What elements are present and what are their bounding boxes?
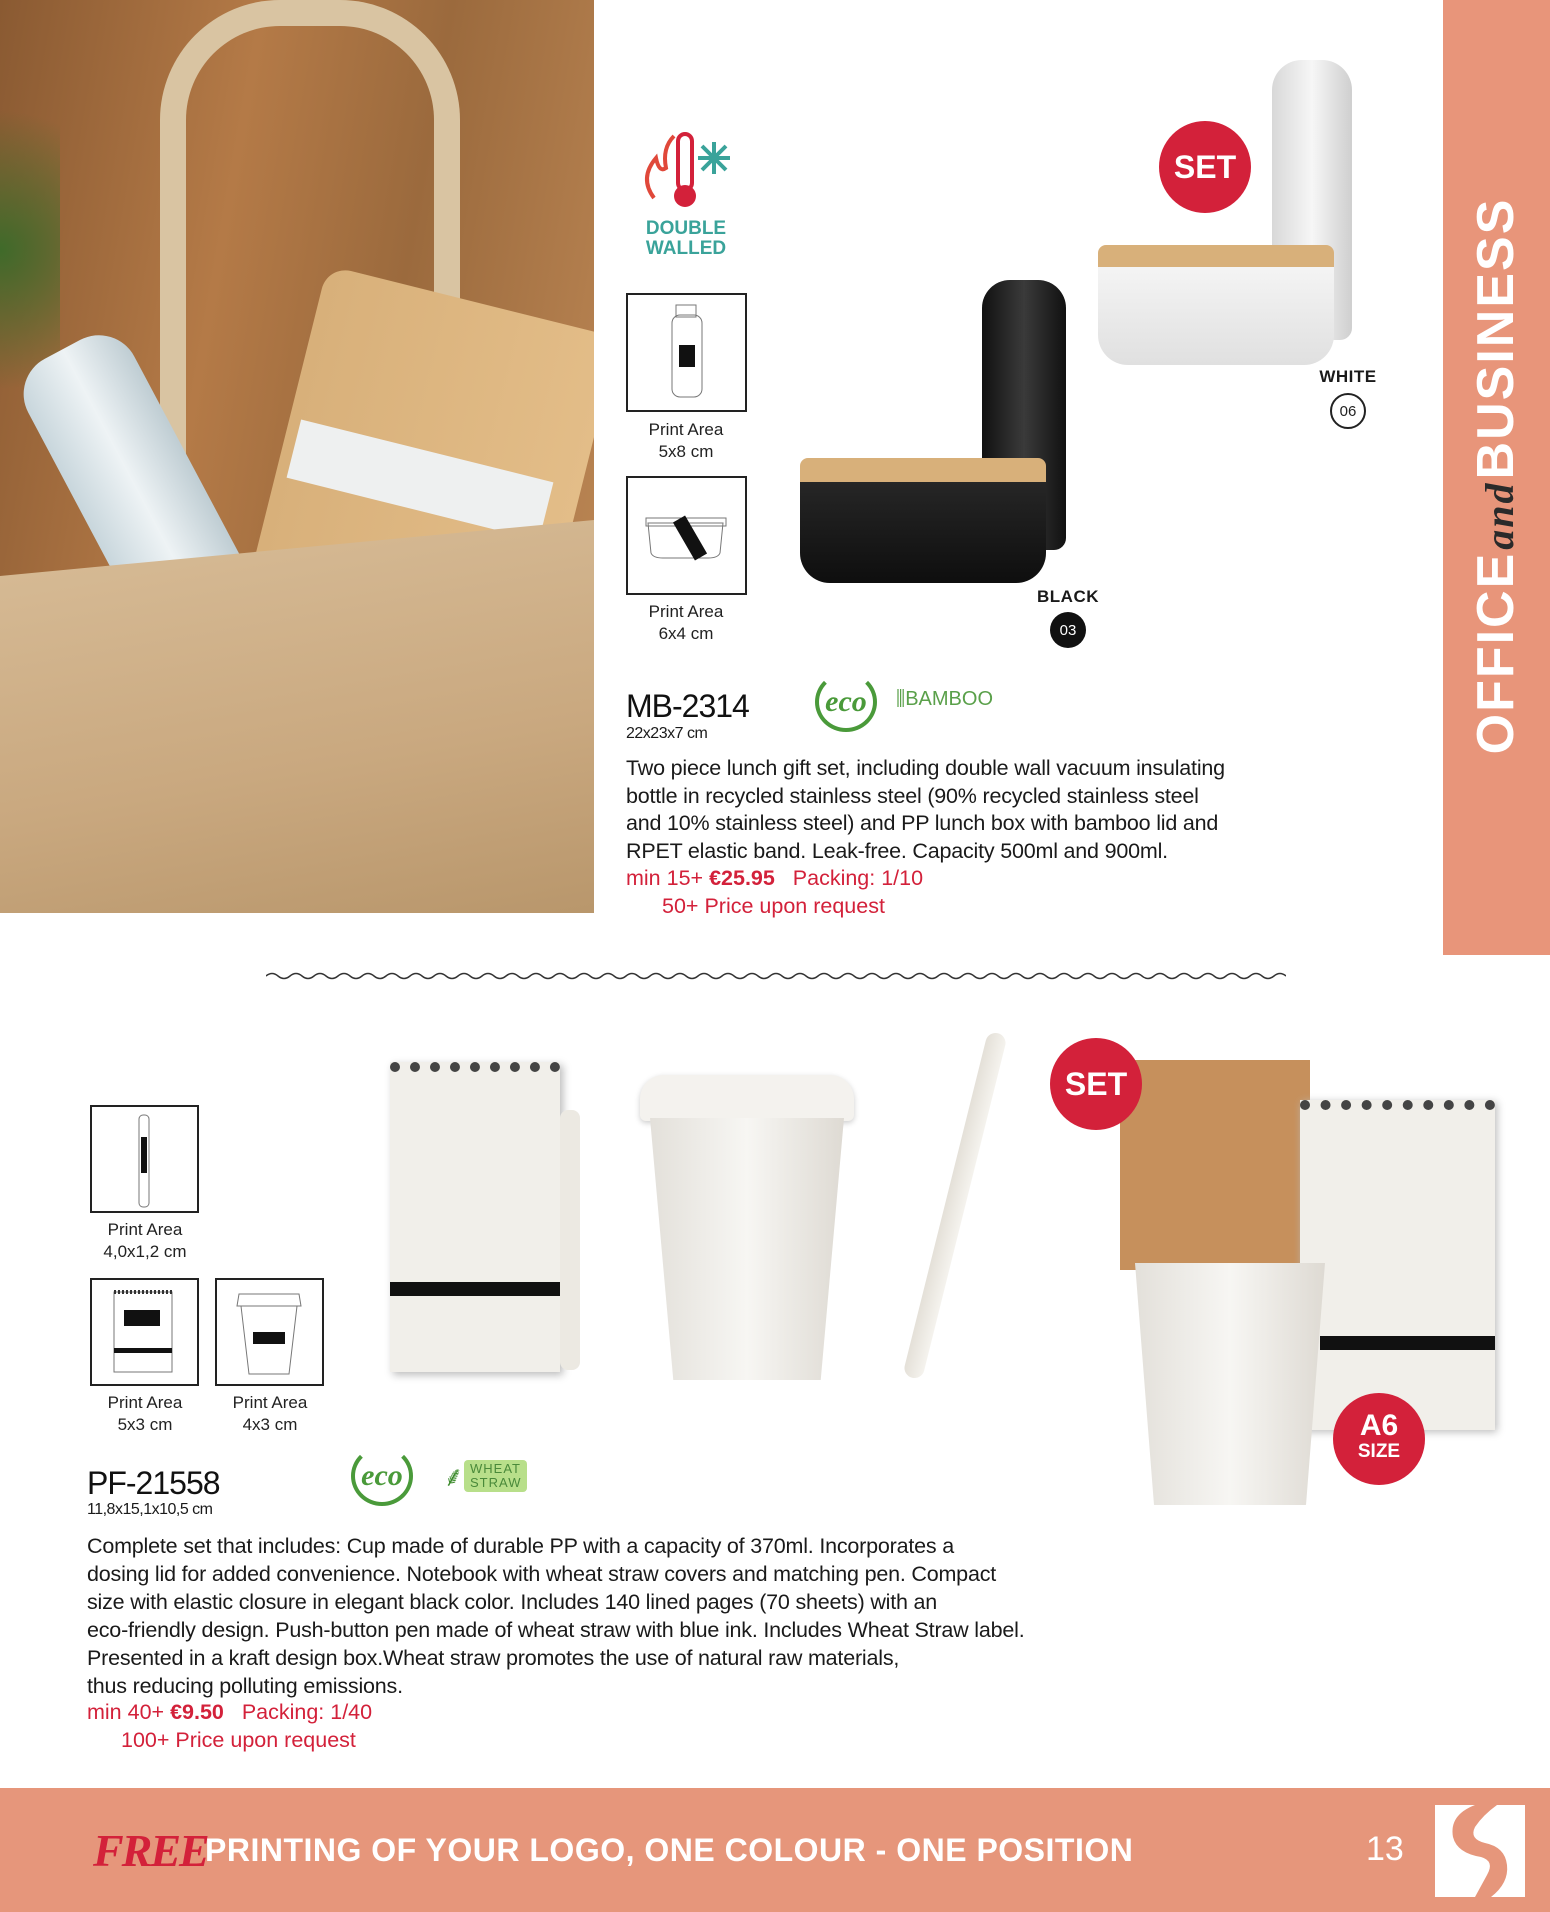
wavy-divider [266,968,1286,984]
set-notebook-image [1300,1100,1495,1430]
price-request: 100+ Price upon request [121,1728,356,1752]
kraft-box-image [1120,1060,1310,1270]
print-area-size: 4,0x1,2 cm [103,1242,187,1261]
set-cup-image [1135,1230,1325,1505]
description-line: RPET elastic band. Leak-free. Capacity 500ml and 900ml. [626,838,1168,863]
notebook-outline-icon [92,1280,197,1384]
print-area-title: Print Area [107,1393,183,1412]
price: €9.50 [170,1700,224,1724]
description-line: thus reducing polluting emissions. [87,1674,403,1698]
color-name-black: BLACK [1037,587,1099,606]
packing: Packing: 1/40 [241,1700,373,1724]
tote-bag [0,520,594,913]
pen-image [902,1031,1007,1380]
pen-outline-icon [92,1107,197,1211]
notebook-pen-image [560,1110,580,1370]
print-area-label [75,1219,215,1263]
category-sidebar [1443,0,1550,955]
print-area-title: Print Area [232,1393,308,1412]
print-area-title: Print Area [107,1220,183,1239]
print-area-size: 5x3 cm [117,1415,173,1434]
product-code: MB-2314 [626,688,749,724]
bamboo-logo [896,688,993,711]
double-walled-label: DOUBLE WALLED [645,218,727,259]
size-badge-value: A6 [1359,1409,1399,1442]
print-area-label [200,1392,340,1436]
cup-lid-image [640,1075,854,1121]
brand-logo-icon [1435,1805,1525,1897]
packing: Packing: 1/10 [792,866,924,890]
product-description [87,1532,1137,1700]
double-walled-badge [634,128,738,258]
wheat-label: WHEAT [470,1461,521,1476]
eco-logo: eco [351,1446,413,1506]
print-area-cup-box [215,1278,324,1386]
thermometer-snowflake-icon [634,128,738,214]
eco-logo: eco [815,672,877,732]
print-area-title: Print Area [648,602,724,621]
color-name-white: WHITE [1319,367,1377,386]
print-area-label [75,1392,215,1436]
wheat-straw-logo [443,1455,535,1497]
cup-outline-icon [217,1280,322,1384]
print-area-lunchbox-box [626,476,747,595]
page-number: 13 [1366,1830,1404,1868]
lifestyle-photo [0,0,594,913]
product-description [626,755,1346,865]
footer-promo-text: PRINTING OF YOUR LOGO, ONE COLOUR - ONE POSITION [205,1832,1134,1868]
print-area-size: 5x8 cm [658,442,714,461]
product-code: PF-21558 [87,1465,220,1501]
print-area-title: Print Area [648,420,724,439]
description-line: bottle in recycled stainless steel (90% recycled stainless steel [626,783,1199,808]
color-swatch-black[interactable]: 03 [1050,612,1086,648]
straw-label: STRAW [470,1475,522,1490]
description-line: Presented in a kraft design box.Wheat straw promotes the use of natural raw materials, [87,1646,900,1670]
price-line [626,866,923,891]
min-quantity: min 40+ [87,1700,165,1724]
price-line [87,1700,372,1725]
description-line: eco-friendly design. Push-button pen made of wheat straw with blue ink. Includes Wheat Straw label. [87,1618,1025,1642]
description-line: Two piece lunch gift set, including double wall vacuum insulating [626,756,1225,780]
wheat-icon: ⸙ [443,1461,465,1492]
product-dimensions: 22x23x7 cm [626,725,708,742]
category-word-business: BUSINESS [1467,197,1525,480]
price: €25.95 [709,866,775,890]
print-area-notebook-box [90,1278,199,1386]
category-word-and: and [1477,481,1522,550]
black-lunchbox-image [800,458,1046,583]
lunchbox-outline-icon [628,478,745,593]
min-quantity: min 15+ [626,866,704,890]
description-line: dosing lid for added convenience. Notebook with wheat straw covers and matching pen. Compact [87,1562,997,1586]
footer-banner [0,1788,1550,1912]
set-badge: SET [1159,121,1251,213]
cup-image [650,1118,844,1380]
set-badge: SET [1050,1038,1142,1130]
print-area-label [616,419,756,463]
print-area-bottle-box [626,293,747,412]
color-swatch-white[interactable]: 06 [1330,393,1366,429]
free-label: FREE [93,1825,208,1876]
description-line: size with elastic closure in elegant black color. Includes 140 lined pages (70 sheets) with an [87,1590,938,1614]
price-request: 50+ Price upon request [662,894,885,918]
size-badge-label: SIZE [1357,1441,1401,1462]
print-area-size: 6x4 cm [658,624,714,643]
category-title [1466,198,1526,755]
bottle-outline-icon [628,295,745,410]
bamboo-icon: ⫼ [896,688,906,710]
print-area-pen-box [90,1105,199,1213]
white-lunchbox-image [1098,245,1334,365]
notebook-image [390,1062,560,1372]
product-dimensions: 11,8x15,1x10,5 cm [87,1501,213,1518]
print-area-label [616,601,756,645]
category-word-office: OFFICE [1467,551,1525,755]
description-line: Complete set that includes: Cup made of durable PP with a capacity of 370ml. Incorporates a [87,1534,954,1558]
a6-size-badge [1333,1393,1425,1485]
print-area-size: 4x3 cm [242,1415,298,1434]
bamboo-label: BAMBOO [905,688,993,710]
description-line: and 10% stainless steel) and PP lunch box with bamboo lid and [626,811,1219,835]
